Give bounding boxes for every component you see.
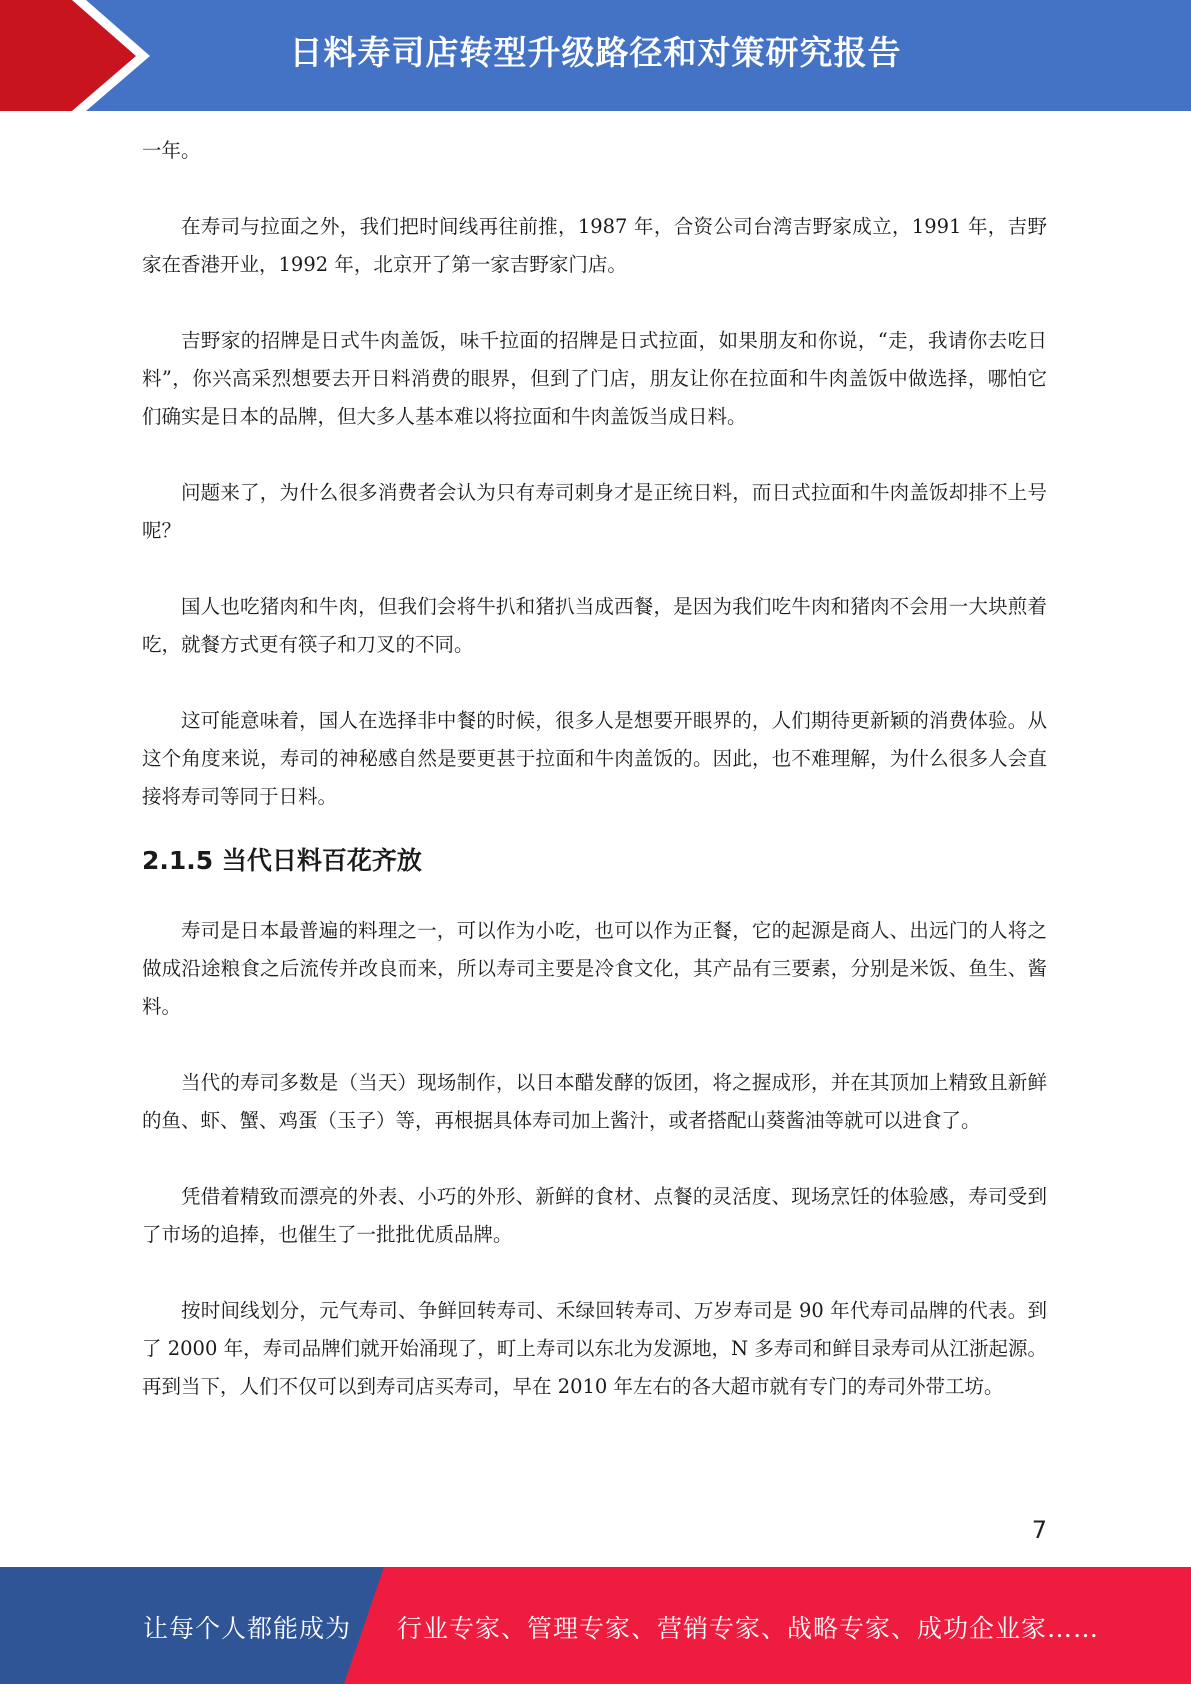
document-body <box>142 132 1047 1406</box>
footer-slogan-left: 让每个人都能成为 <box>143 1614 352 1643</box>
paragraph-modern-sushi: 当代的寿司多数是（当天）现场制作，以日本醋发酵的饭团，将之握成形，并在其顶加上精致且新鲜的鱼、虾、蟹、鸡蛋（玉子）等，再根据具体寿司加上酱汁，或者搭配山葵酱油等就可以进食了。 <box>142 1071 1047 1132</box>
page-footer <box>0 1567 1191 1684</box>
paragraph-market-appeal: 凭借着精致而漂亮的外表、小巧的外形、新鲜的食材、点餐的灵活度、现场烹饪的体验感，寿司受到了市场的追捧，也催生了一批批优质品牌。 <box>142 1185 1047 1246</box>
paragraph-novelty: 这可能意味着，国人在选择非中餐的时候，很多人是想要开眼界的，人们期待更新颖的消费体验。从这个角度来说，寿司的神秘感自然是要更甚于拉面和牛肉盖饭的。因此，也不难理解，为什么很多人会直接将寿司等同于日料。 <box>142 709 1047 808</box>
paragraph-brand-timeline: 按时间线划分，元气寿司、争鲜回转寿司、禾绿回转寿司、万岁寿司是 90 年代寿司品牌的代表。到了 2000 年，寿司品牌们就开始涌现了，町上寿司以东北为发源地，N 多寿司和鲜目录寿司从江浙起源。再到当下，人们不仅可以到寿司店买寿司，早在 2010 年左右的各大超市就有专门的寿司外带工坊。 <box>142 1299 1047 1398</box>
paragraph-question: 问题来了，为什么很多消费者会认为只有寿司刺身才是正统日料，而日式拉面和牛肉盖饭却排不上号呢？ <box>142 481 1047 542</box>
paragraph-sushi-origin: 寿司是日本最普遍的料理之一，可以作为小吃，也可以作为正餐，它的起源是商人、出远门的人将之做成沿途粮食之后流传并改良而来，所以寿司主要是冷食文化，其产品有三要素，分别是米饭、鱼生、酱料。 <box>142 919 1047 1018</box>
paragraph-signature-dishes: 吉野家的招牌是日式牛肉盖饭，味千拉面的招牌是日式拉面，如果朋友和你说，“走，我请你去吃日料”，你兴高采烈想要去开日料消费的眼界，但到了门店，朋友让你在拉面和牛肉盖饭中做选择，哪怕它们确实是日本的品牌，但大多人基本难以将拉面和牛肉盖饭当成日料。 <box>142 329 1047 428</box>
paragraph-continued: 一年。 <box>142 139 201 162</box>
paragraph-yoshinoya-timeline: 在寿司与拉面之外，我们把时间线再往前推，1987 年，合资公司台湾吉野家成立，1991 年，吉野家在香港开业，1992 年，北京开了第一家吉野家门店。 <box>142 215 1047 276</box>
page-header <box>0 0 1191 111</box>
page-number: 7 <box>1031 1516 1047 1544</box>
footer-slogan-right: 行业专家、管理专家、营销专家、战略专家、成功企业家…… <box>397 1614 1100 1643</box>
paragraph-western-food: 国人也吃猪肉和牛肉，但我们会将牛扒和猪扒当成西餐，是因为我们吃牛肉和猪肉不会用一大块煎着吃，就餐方式更有筷子和刀叉的不同。 <box>142 595 1047 656</box>
section-heading: 2.1.5 当代日料百花齐放 <box>142 846 422 875</box>
report-title: 日料寿司店转型升级路径和对策研究报告 <box>289 33 902 72</box>
